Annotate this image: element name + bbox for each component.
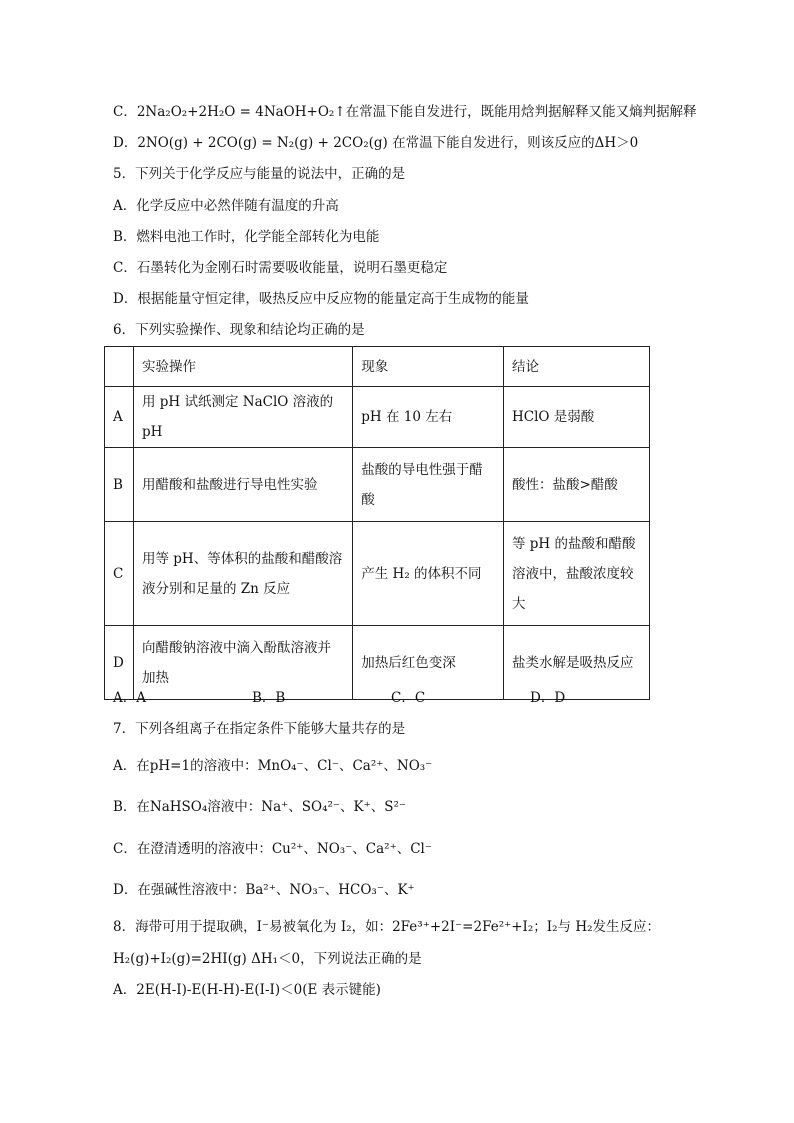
option-d-label: D． <box>113 135 138 151</box>
q5-option-d: D．根据能量守恒定律，吸热反应中反应物的能量定高于生成物的能量 <box>113 291 529 307</box>
row-conclusion: 酸性：盐酸>醋酸 <box>504 448 650 522</box>
row-label: D <box>105 626 134 700</box>
option-d-formula: 2NO(g) + 2CO(g) = N₂(g) + 2CO₂(g) <box>137 135 388 151</box>
header-phenomenon: 现象 <box>353 347 504 387</box>
row-operation: 向醋酸钠溶液中滴入酚酞溶液并加热 <box>133 626 352 700</box>
option-c-text: 在常温下能自发进行，既能用焓判据解释又能又熵判据解释 <box>345 104 697 120</box>
table-row <box>105 522 650 626</box>
row-operation: 用等 pH、等体积的盐酸和醋酸溶液分别和足量的 Zn 反应 <box>133 522 352 626</box>
q7-option-d: D．在强碱性溶液中：Ba²⁺、NO₃⁻、HCO₃⁻、K⁺ <box>113 882 415 898</box>
q5-option-b: B．燃料电池工作时，化学能全部转化为电能 <box>113 229 380 245</box>
row-operation: 用 pH 试纸测定 NaClO 溶液的 pH <box>133 387 352 448</box>
row-operation: 用醋酸和盐酸进行导电性实验 <box>133 448 352 522</box>
header-operation: 实验操作 <box>133 347 352 387</box>
q8-option-a: A．2E(H-I)-E(H-H)-E(I-I)＜0(E 表示键能) <box>113 982 381 998</box>
q7-option-b: B．在NaHSO₄溶液中：Na⁺、SO₄²⁻、K⁺、S²⁻ <box>113 799 407 815</box>
option-d-line <box>113 134 638 152</box>
q7-option-c: C．在澄清透明的溶液中：Cu²⁺、NO₃⁻、Ca²⁺、Cl⁻ <box>113 841 432 857</box>
q7-option-a: A．在pH=1的溶液中：MnO₄⁻、Cl⁻、Ca²⁺、NO₃⁻ <box>113 758 433 774</box>
row-label: A <box>105 387 134 448</box>
table-row <box>105 387 650 448</box>
row-phenomenon: pH 在 10 左右 <box>353 387 504 448</box>
row-phenomenon: 产生 H₂ 的体积不同 <box>353 522 504 626</box>
header-conclusion: 结论 <box>504 347 650 387</box>
q8-stem-line-2: H₂(g)+I₂(g)=2HI(g) ΔH₁＜0，下列说法正确的是 <box>113 951 422 967</box>
q5-stem: 5．下列关于化学反应与能量的说法中，正确的是 <box>113 166 406 182</box>
q8-stem-line-1: 8．海带可用于提取碘，I⁻易被氧化为 I₂，如：2Fe³⁺+2I⁻=2Fe²⁺+I₂；I₂与 H₂发生反应： <box>113 919 661 935</box>
q7-stem: 7．下列各组离子在指定条件下能够大量共存的是 <box>113 721 406 737</box>
row-conclusion: 盐类水解是吸热反应 <box>504 626 650 700</box>
row-phenomenon: 加热后红色变深 <box>353 626 504 700</box>
row-conclusion: 等 pH 的盐酸和醋酸溶液中，盐酸浓度较大 <box>504 522 650 626</box>
q6-stem: 6．下列实验操作、现象和结论均正确的是 <box>113 322 365 338</box>
q6-answer-b: B．B <box>252 690 286 706</box>
q6-answer-a: A．A <box>113 690 146 706</box>
q6-table <box>104 346 650 700</box>
q6-answer-c: C．C <box>391 690 426 706</box>
q5-option-a: A．化学反应中必然伴随有温度的升高 <box>113 198 339 214</box>
q6-answer-options <box>113 689 669 707</box>
option-c-label: C． <box>113 104 137 120</box>
header-blank <box>105 347 134 387</box>
row-phenomenon: 盐酸的导电性强于醋酸 <box>353 448 504 522</box>
row-label: B <box>105 448 134 522</box>
option-c-line <box>113 103 697 121</box>
row-label: C <box>105 522 134 626</box>
q5-option-c: C．石墨转化为金刚石时需要吸收能量，说明石墨更稳定 <box>113 260 448 276</box>
option-c-formula: 2Na₂O₂+2H₂O = 4NaOH+O₂↑ <box>136 104 346 120</box>
table-header-row <box>105 347 650 387</box>
option-d-text: 在常温下能自发进行，则该反应的ΔH＞0 <box>387 135 639 151</box>
row-conclusion: HClO 是弱酸 <box>504 387 650 448</box>
table-row <box>105 448 650 522</box>
q6-answer-d: D．D <box>530 690 566 706</box>
